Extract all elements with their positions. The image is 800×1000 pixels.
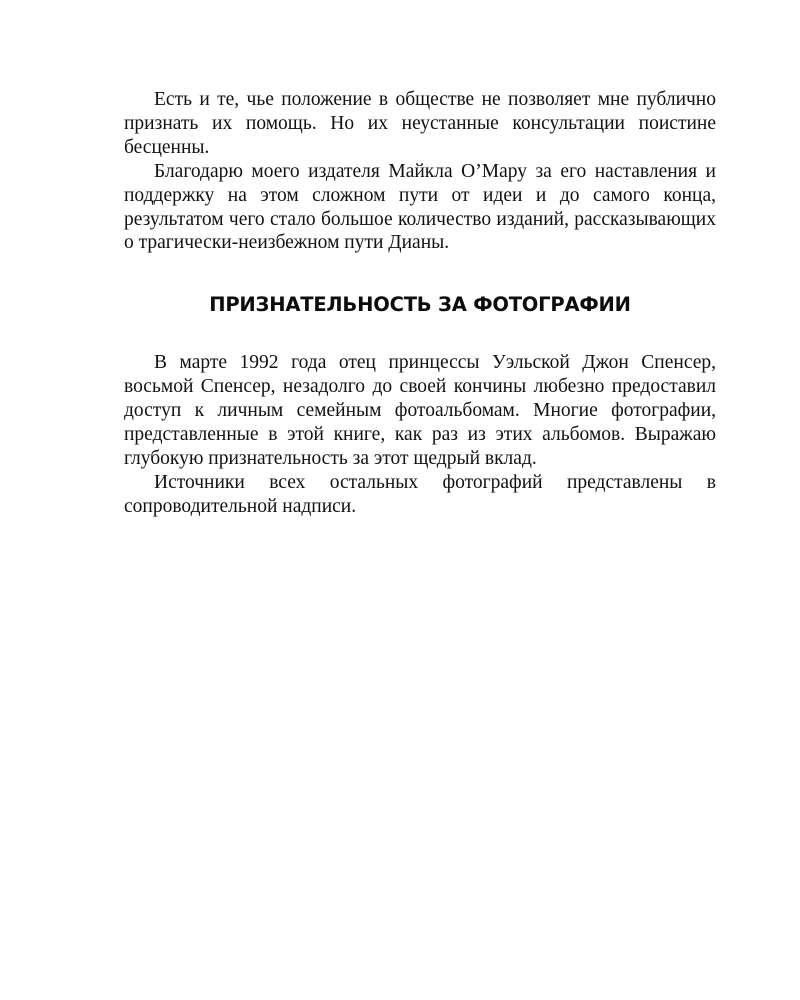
paragraph-spencer-albums: В марте 1992 года отец принцессы Уэльской Джон Спенсер, восьмой Спенсер, незадолго до своей кончины любезно предоставил доступ к личным семейным фотоальбомам. Многие фотографии, представленные в этой книге, как раз из этих альбомов. Выражаю глубокую признательность за этот щедрый вклад. [124,352,716,469]
section-heading-photo-acknowledgements: ПРИЗНАТЕЛЬНОСТЬ ЗА ФОТОГРАФИИ [209,293,631,317]
paragraph-other-sources: Источники всех остальных фотографий представлены в сопроводительной надписи. [124,471,716,517]
paragraph-consultants: Есть и те, чье положение в обществе не позволяет мне публично признать их помощь. Но их неустанные консультации поистине бесценны. [124,89,716,158]
paragraph-publisher-thanks: Благодарю моего издателя Майкла О’Мару за его наставления и поддержку на этом сложном пути от идеи и до самого конца, результатом чего стало большое количество изданий, рассказывающих о трагически-неизбежном пути Дианы. [124,160,716,254]
book-page [124,88,716,519]
